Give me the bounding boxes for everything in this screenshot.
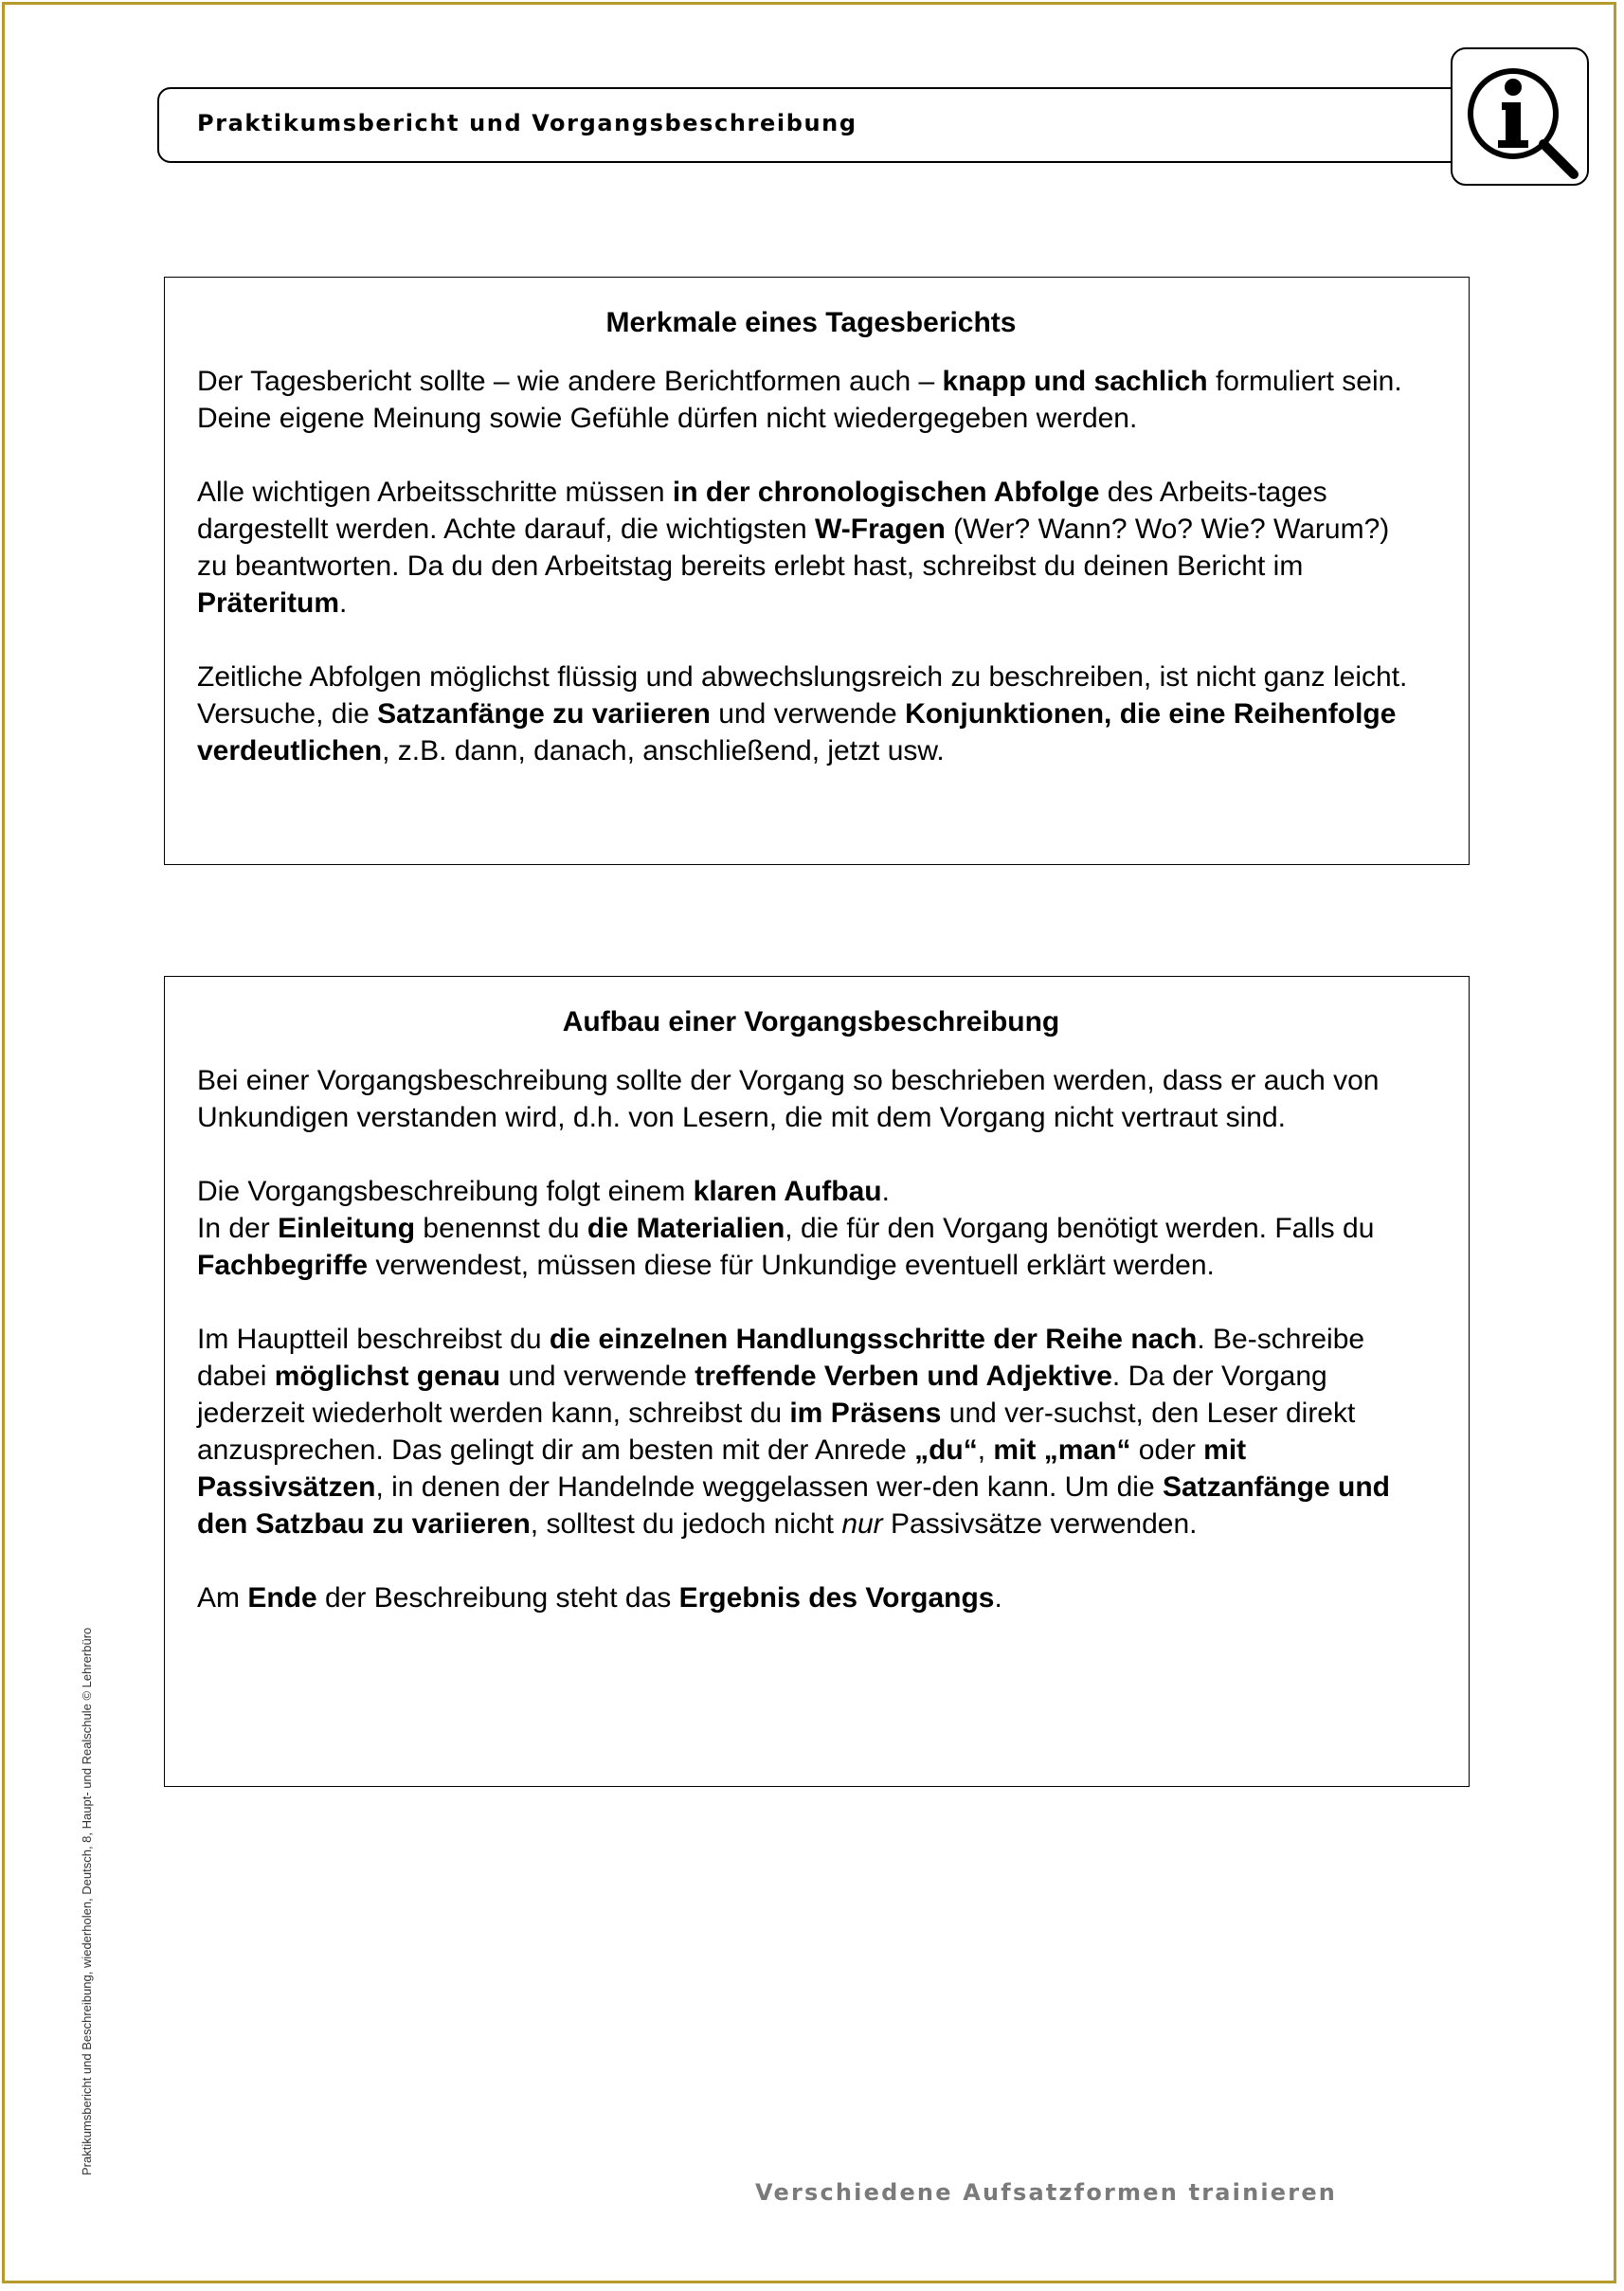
bold-run: im Präsens — [789, 1398, 942, 1429]
side-credit: Praktikumsbericht und Beschreibung, wiederholen, Deutsch, 8, Haupt- und Realschule © Lehrerbüro — [80, 1627, 94, 2175]
bold-run: Präteritum — [197, 587, 340, 619]
text-run: und verwende — [500, 1361, 695, 1392]
vorgangsbeschreibung-paragraph-4 — [197, 1579, 1425, 1616]
text-run: (Wer? Wann? Wo? Wie? Warum?) zu beantworten. Da du den Arbeitstag bereits erlebt hast, schreibst du deinen Bericht im — [197, 514, 1390, 582]
bold-run: Ergebnis des Vorgangs — [678, 1582, 995, 1614]
vorgangsbeschreibung-card — [164, 976, 1470, 1787]
bold-run: treffende Verben und Adjektive — [695, 1361, 1112, 1392]
bold-run: „du“ — [914, 1434, 978, 1466]
text-run: Bei einer Vorgangsbeschreibung sollte der Vorgang so beschrieben werden, dass er auch von Unkundigen verstanden wird, d.h. von Lesern, die mit dem Vorgang nicht vertraut sind. — [197, 1065, 1380, 1133]
text-run: . Da der Vorgang jederzeit wiederholt werden kann, schreibst du — [197, 1361, 1327, 1429]
text-run: Im Hauptteil beschreibst du — [197, 1324, 550, 1355]
bold-run: knapp und sachlich — [942, 366, 1208, 397]
bold-run: W-Fragen — [815, 514, 946, 545]
text-run: , — [977, 1434, 994, 1466]
text-run: , die für den Vorgang benötigt werden. Falls du — [785, 1213, 1375, 1244]
vorgangsbeschreibung-title: Aufbau einer Vorgangsbeschreibung — [562, 1006, 1060, 1037]
bold-run: Ende — [247, 1582, 317, 1614]
bold-run: möglichst genau — [274, 1361, 501, 1392]
italic-run: nur — [841, 1508, 883, 1540]
info-badge — [1451, 47, 1589, 186]
bold-run: Konjunktionen, die eine Reihenfolge verdeutlichen — [197, 698, 1397, 767]
text-run: des Arbeits-tages dargestellt werden. Achte darauf, die wichtigsten — [197, 477, 1327, 545]
text-run: Die Vorgangsbeschreibung folgt einem — [197, 1176, 694, 1207]
bold-run: Satzanfänge zu variieren — [377, 698, 711, 730]
bold-run: klaren Aufbau — [693, 1176, 882, 1207]
bold-run: in der chronologischen Abfolge — [672, 477, 1100, 508]
footer-text: Verschiedene Aufsatzformen trainieren — [755, 2179, 1338, 2206]
bold-run: die Materialien — [586, 1213, 785, 1244]
header-title: Praktikumsbericht und Vorgangsbeschreibung — [197, 110, 857, 136]
text-run: verwendest, müssen diese für Unkundige eventuell erklärt werden. — [368, 1250, 1215, 1281]
text-run: , z.B. dann, danach, anschließend, jetzt usw. — [382, 735, 945, 767]
text-run: Alle wichtigen Arbeitsschritte müssen — [197, 477, 673, 508]
tagesbericht-paragraph-1 — [197, 363, 1425, 437]
text-run: oder — [1130, 1434, 1204, 1466]
vorgangsbeschreibung-paragraph-3 — [197, 1321, 1425, 1542]
text-run: , in denen der Handelnde weggelassen wer-den kann. Um die — [375, 1471, 1163, 1503]
bold-run: Satzanfänge und den Satzbau zu variieren — [197, 1471, 1390, 1540]
text-run: . Be-schreibe dabei — [197, 1324, 1365, 1392]
text-run: Zeitliche Abfolgen möglichst flüssig und abwechslungsreich zu beschreiben, ist nicht ganz leicht. Versuche, die — [197, 661, 1408, 730]
vorgangsbeschreibung-paragraph-1 — [197, 1062, 1425, 1136]
text-run: benennst du — [415, 1213, 587, 1244]
tagesbericht-title: Merkmale eines Tagesberichts — [605, 307, 1017, 338]
text-run: Passivsätze verwenden. — [882, 1508, 1198, 1540]
tagesbericht-paragraph-2 — [197, 474, 1425, 622]
text-run: . — [881, 1176, 890, 1207]
text-run: und verwende — [710, 698, 906, 730]
text-run: formuliert sein. Deine eigene Meinung sowie Gefühle dürfen nicht wiedergegeben werden. — [197, 366, 1402, 434]
info-magnifier-icon — [1453, 49, 1587, 184]
header-banner — [157, 87, 1474, 163]
text-run: der Beschreibung steht das — [316, 1582, 679, 1614]
text-run: Der Tagesbericht sollte – wie andere Berichtformen auch – — [197, 366, 943, 397]
text-run: Am — [197, 1582, 248, 1614]
text-run: . — [994, 1582, 1002, 1614]
bold-run: mit Passivsätzen — [197, 1434, 1247, 1503]
text-run: , solltest du jedoch nicht — [530, 1508, 842, 1540]
bold-run: mit „man“ — [993, 1434, 1131, 1466]
bold-run: die einzelnen Handlungsschritte der Reihe nach — [549, 1324, 1198, 1355]
tagesbericht-card — [164, 277, 1470, 865]
tagesbericht-paragraph-3 — [197, 658, 1425, 769]
vorgangsbeschreibung-paragraph-2 — [197, 1173, 1425, 1284]
text-run: In der — [197, 1213, 279, 1244]
text-run: . — [339, 587, 348, 619]
bold-run: Einleitung — [278, 1213, 416, 1244]
text-run: und ver-suchst, den Leser direkt anzusprechen. Das gelingt dir am besten mit der Anrede — [197, 1398, 1356, 1466]
bold-run: Fachbegriffe — [197, 1250, 369, 1281]
